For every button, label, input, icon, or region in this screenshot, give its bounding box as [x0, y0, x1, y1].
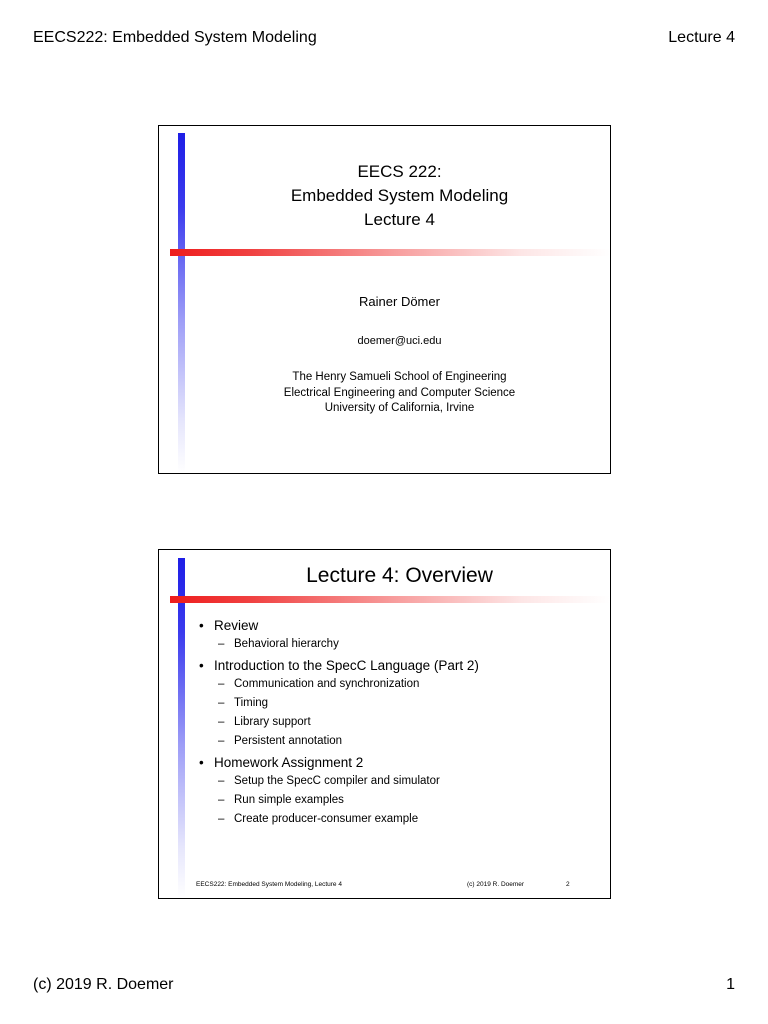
outline-subitem: – Setup the SpecC compiler and simulator [199, 772, 599, 791]
slide-footer-page-number: 2 [566, 881, 570, 888]
affiliation-line: Electrical Engineering and Computer Science [283, 386, 516, 399]
author-affiliation [189, 370, 610, 417]
slide-footer-copyright: (c) 2019 R. Doemer [467, 881, 525, 888]
slide-title-line: EECS 222: [357, 162, 442, 181]
title-slide [158, 125, 611, 474]
outline-subitem: – Library support [199, 713, 599, 732]
page-number: 1 [726, 976, 735, 993]
slide-title-line: Lecture 4 [364, 210, 435, 229]
outline-subitem: – Create producer-consumer example [199, 810, 599, 829]
slide-outline [199, 616, 599, 829]
page-header-lecture: Lecture 4 [668, 29, 735, 46]
outline-item: • Homework Assignment 2 [199, 755, 364, 770]
page-footer-copyright: (c) 2019 R. Doemer [33, 976, 174, 993]
dash-icon: – [218, 697, 225, 709]
slide-horizontal-accent-bar [170, 596, 610, 603]
dash-icon: – [218, 775, 225, 787]
outline-subitem: – Timing [199, 694, 599, 713]
slide-title-line: Embedded System Modeling [290, 186, 509, 205]
outline-subitem: – Communication and synchronization [199, 675, 599, 694]
dash-icon: – [218, 638, 225, 650]
outline-item: • Introduction to the SpecC Language (Part 2) [199, 658, 479, 673]
bullet-icon: • [199, 755, 204, 770]
dash-icon: – [218, 716, 225, 728]
affiliation-line: The Henry Samueli School of Engineering [292, 371, 507, 383]
dash-icon: – [218, 735, 225, 747]
overview-slide [158, 549, 611, 899]
slide-footer-course: EECS222: Embedded System Modeling, Lecture 4 [196, 881, 342, 888]
slide-title: Lecture 4: Overview [306, 564, 493, 587]
slide-title [189, 160, 610, 232]
bullet-icon: • [199, 618, 204, 633]
author-name: Rainer Dömer [359, 294, 440, 309]
dash-icon: – [218, 794, 225, 806]
outline-subitem: – Persistent annotation [199, 732, 599, 751]
outline-subitem: – Behavioral hierarchy [199, 635, 599, 654]
slide-vertical-accent-bar [178, 133, 185, 473]
page-header-course: EECS222: Embedded System Modeling [33, 29, 317, 46]
dash-icon: – [218, 678, 225, 690]
slide-horizontal-accent-bar [170, 249, 610, 256]
dash-icon: – [218, 813, 225, 825]
bullet-icon: • [199, 658, 204, 673]
author-email: doemer@uci.edu [357, 335, 442, 347]
affiliation-line: University of California, Irvine [324, 402, 475, 414]
slide-vertical-accent-bar [178, 558, 185, 898]
outline-item: • Review [199, 618, 259, 633]
outline-subitem: – Run simple examples [199, 791, 599, 810]
